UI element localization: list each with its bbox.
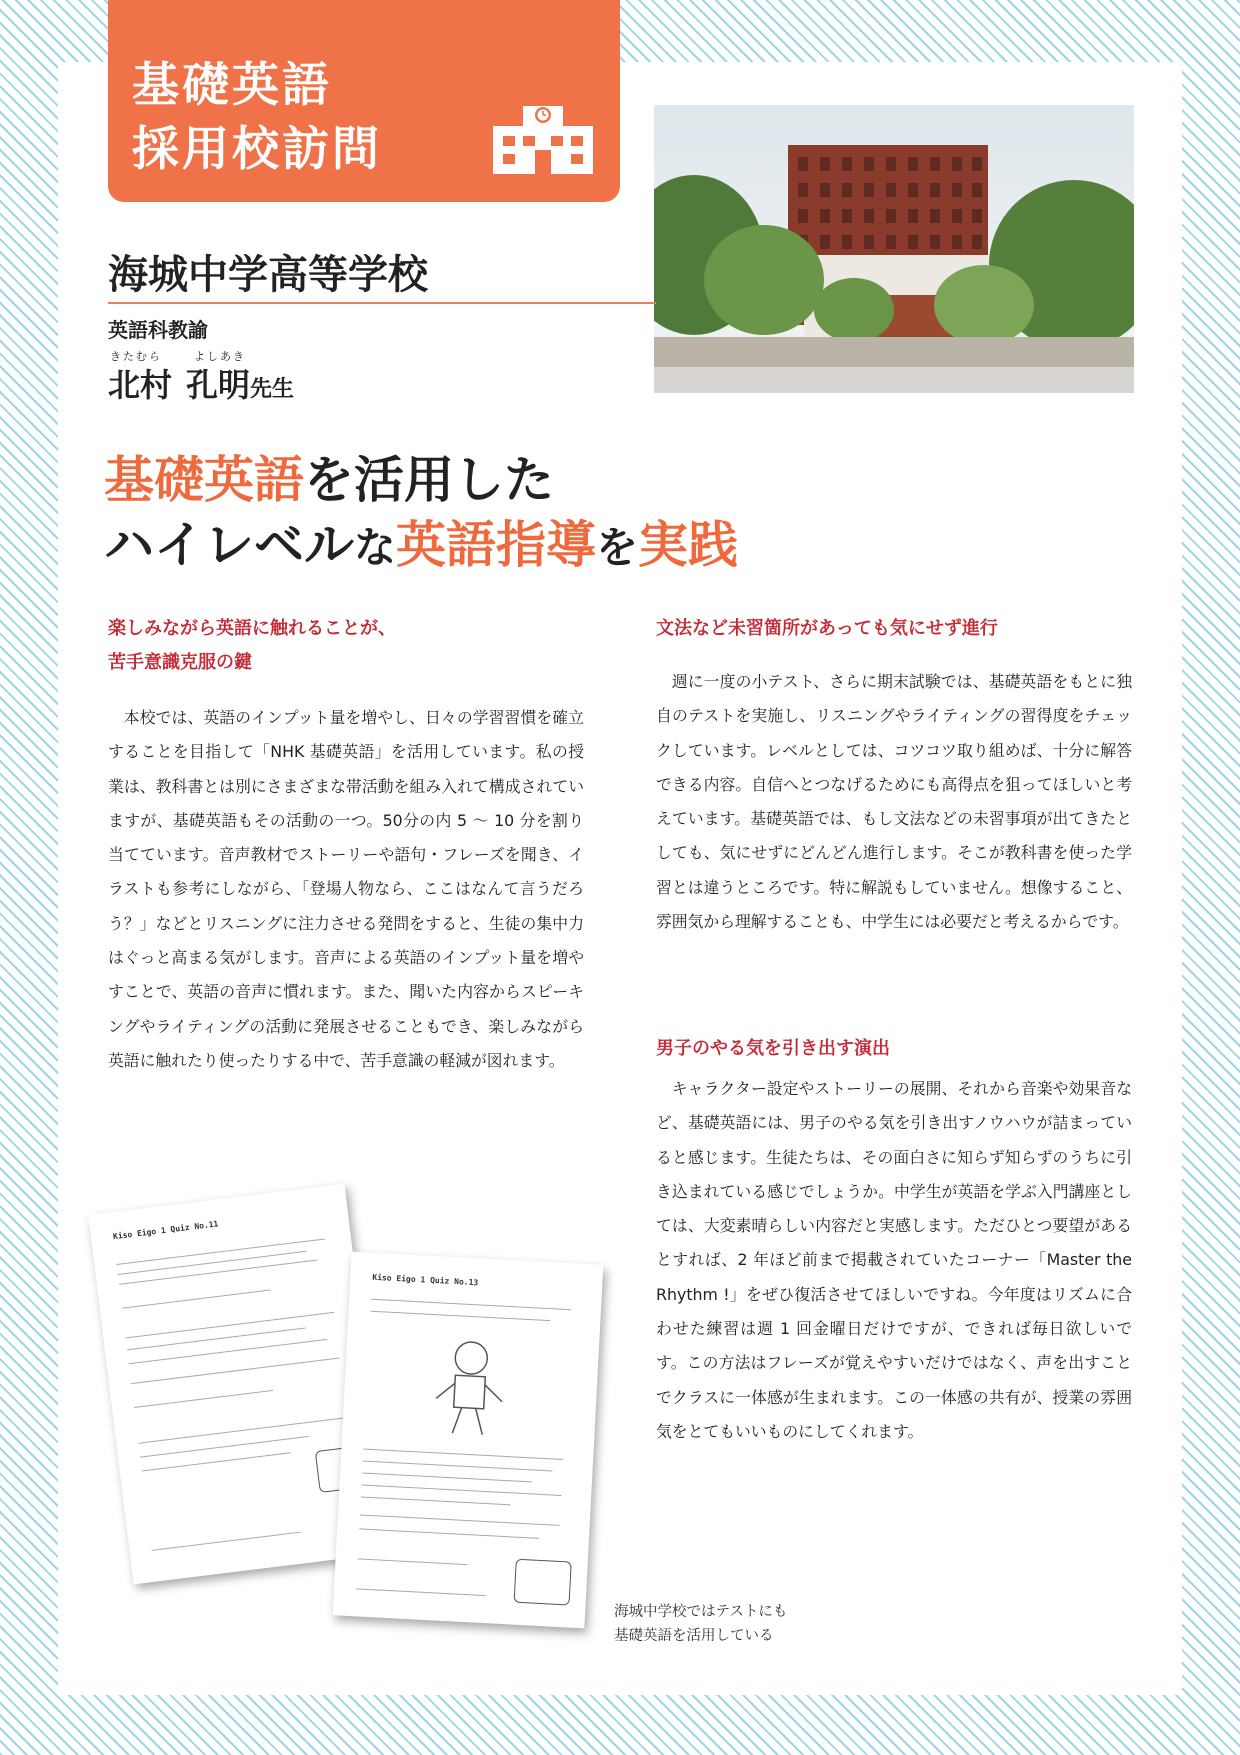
section3-body: キャラクター設定やストーリーの展開、それから音楽や効果音など、基礎英語には、男子のやる気を引き出すノウハウが詰まっていると感じます。生徒たちは、その面白さに知らず知らずのうちに引き込まれている感じでしょうか。中学生が英語を学ぶ入門講座としては、大変素晴らしい内容だと実感します。ただひとつ要望があるとすれば、2 年ほど前まで掲載されていたコーナー「Master the Rhythm !」をぜひ復活させてほしいですね。今年度はリズムに合わせた練習は週 1 回金曜日だけですが、できれば毎日欲しいです。この方法はフレーズが覚えやすいだけではなく、声を出すことでクラスに一体感が生まれます。この一体感の共有が、授業の雰囲気をとてもいいものにしてくれます。 — [656, 1079, 1132, 1441]
banner-title-line2: 採用校訪問 — [132, 122, 382, 177]
quiz-text-line — [127, 1327, 306, 1350]
banner-title-line1: 基礎英語 — [132, 58, 332, 113]
quiz-text-line — [363, 1461, 553, 1472]
school-building-photo — [654, 105, 1134, 393]
section1-body: 本校では、英語のインプット量を増やし、日々の学習習慣を確立することを目指して「NHK 基礎英語」を活用しています。私の授業は、教科書とは別にさまざまな帯活動を組み入れて構成されていますが、基礎英語もその活動の一つ。50分の内 5 〜 10 分を割り当てています。音声教材でストーリーや語句・フレーズを聞き、イラストも参考にしながら、「登場人物なら、ここはなんて言うだろう？」などとリスニングに注力させる発問をすると、生徒の集中力はぐっと高まる気がします。音声による英語のインプット量を増やすことで、英語の音声に慣れます。また、聞いた内容からスピーキングやライティングの活動に発展させることもでき、楽しみながら英語に触れたり使ったりする中で、苦手意識の軽減が図れます。 — [108, 708, 584, 1070]
headline-highlight: 基礎英語 — [104, 450, 304, 509]
section3-heading: 男子のやる気を引き出す演出 — [656, 1038, 890, 1059]
quiz-text-line — [122, 1289, 271, 1308]
section1-heading — [108, 612, 584, 680]
caption-line1: 海城中学校ではテストにも — [614, 1604, 788, 1620]
caption-line2: 基礎英語を活用している — [614, 1628, 774, 1644]
quiz-text-line — [371, 1299, 571, 1310]
quiz-text-line — [152, 1532, 301, 1551]
quiz-text-line — [361, 1484, 561, 1495]
teacher-family-name: 北村 — [108, 366, 173, 404]
character-illustration — [412, 1327, 528, 1443]
headline-highlight: 実践 — [638, 515, 739, 574]
quiz-text-line — [358, 1558, 468, 1565]
headline-text: を活用した — [304, 450, 554, 509]
photo-caption — [614, 1600, 787, 1648]
quiz-text-line — [129, 1339, 328, 1364]
quiz-text-line — [142, 1452, 291, 1471]
headline-text: ハイレベル — [104, 515, 354, 574]
quiz-sheet-title: Kiso Eigo 1 Quiz No.11 — [112, 1219, 219, 1242]
quiz-text-line — [138, 1417, 347, 1444]
headline-line1 — [104, 440, 554, 512]
school-building-icon — [493, 98, 593, 174]
quiz-text-line — [134, 1390, 273, 1408]
series-banner — [108, 0, 620, 202]
headline-particle: な — [354, 523, 397, 572]
teacher-name — [108, 360, 294, 406]
score-box — [514, 1559, 572, 1606]
quiz-text-line — [356, 1588, 486, 1596]
teacher-given-name: 孔明 — [186, 366, 251, 404]
quiz-text-line — [119, 1260, 318, 1285]
teacher-department: 英語科教諭 — [108, 318, 208, 342]
quiz-sheet-title: Kiso Eigo 1 Quiz No.13 — [372, 1272, 479, 1288]
school-name: 海城中学高等学校 — [108, 251, 428, 298]
given-name-reading: よしあき — [194, 350, 246, 363]
section1-heading-line2: 苦手意識克服の鍵 — [108, 652, 252, 673]
section2-heading: 文法など未習箇所があっても気にせず進行 — [656, 618, 998, 639]
section1-heading-line1: 楽しみながら英語に触れることが、 — [108, 618, 396, 639]
headline-line2 — [104, 505, 738, 577]
quiz-text-line — [125, 1312, 334, 1339]
quiz-text-line — [363, 1449, 563, 1460]
headline-highlight: 英語指導 — [396, 515, 597, 574]
quiz-text-line — [359, 1528, 539, 1538]
quiz-text-line — [361, 1496, 511, 1505]
quiz-text-line — [371, 1311, 551, 1321]
section2-body: 週に一度の小テスト、さらに期末試験では、基礎英語をもとに独自のテストを実施し、リスニングやライティングの習得度をチェックしています。レベルとしては、コツコツ取り組めば、十分に解答できる内容。自信へとつなげるためにも高得点を狙ってほしいと考えています。基礎英語では、もし文法などの未習事項が出てきたとしても、気にせずにどんどん進行します。そこが教科書を使った学習とは違うところです。特に解説もしていません。想像すること、雰囲気から理解することも、中学生には必要だと考えるからです。 — [656, 672, 1132, 932]
teacher-honorific: 先生 — [250, 377, 295, 402]
family-name-reading: きたむら — [110, 350, 162, 363]
quiz-text-line — [362, 1473, 532, 1483]
quiz-text-line — [131, 1358, 340, 1385]
headline-particle: を — [596, 523, 639, 572]
quiz-text-line — [360, 1514, 560, 1525]
quiz-sheet-image — [333, 1252, 604, 1629]
quiz-text-line — [118, 1251, 307, 1275]
name-divider — [108, 302, 656, 304]
